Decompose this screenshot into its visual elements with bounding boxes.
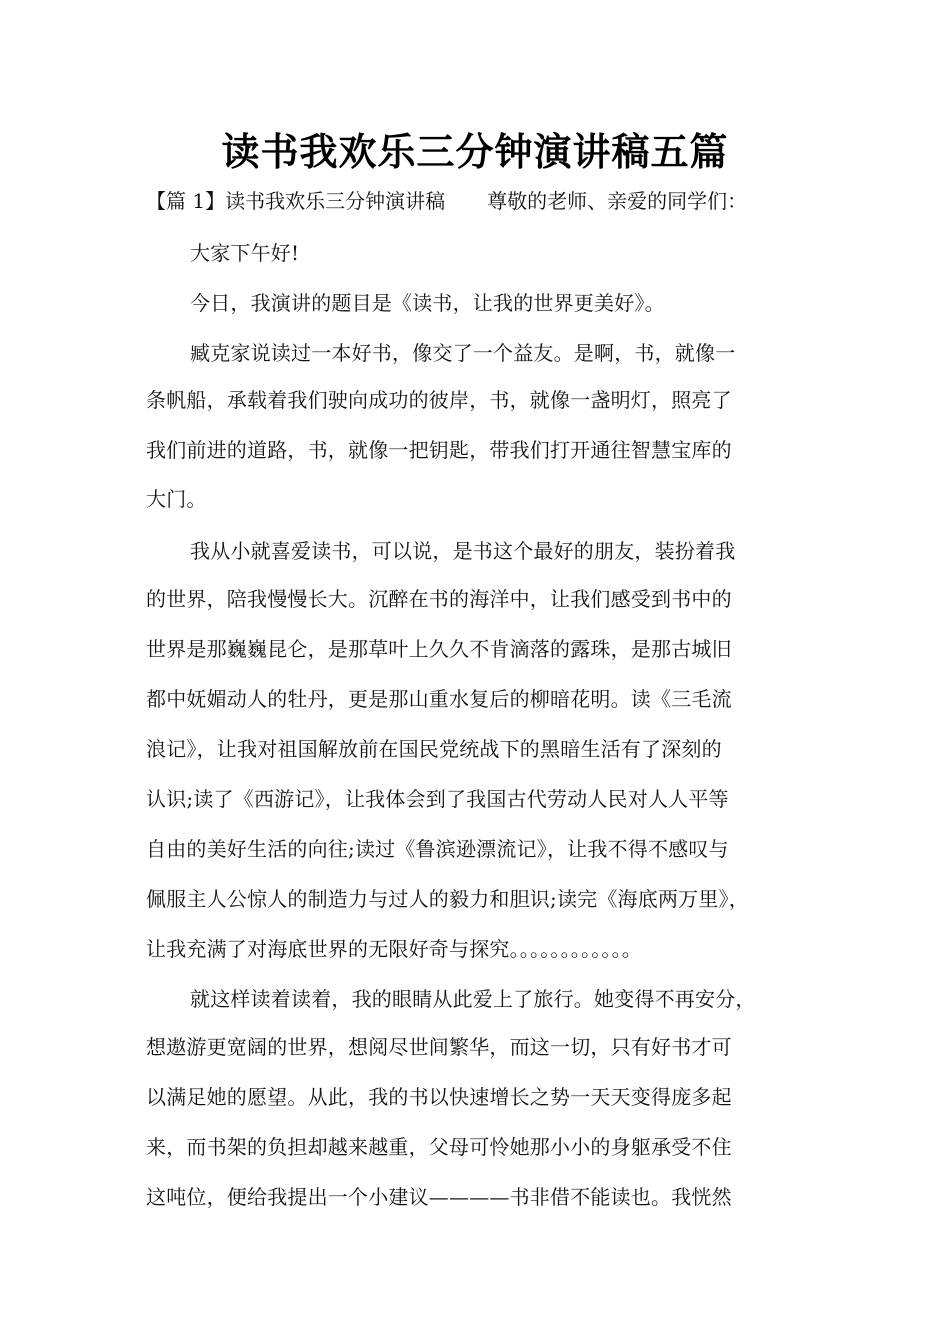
body-line: 都中妩媚动人的牡丹，更是那山重水复后的柳暗花明。读《三毛流 (146, 687, 732, 711)
body-line: 来，而书架的负担却越来越重，父母可怜她那小小的身躯承受不住 (146, 1135, 732, 1159)
body-line: 臧克家说读过一本好书，像交了一个益友。是啊，书，就像一 (190, 341, 736, 365)
body-line: 想遨游更宽阔的世界，想阅尽世间繁华，而这一切，只有好书才可 (146, 1035, 732, 1059)
body-line: 我们前进的道路，书，就像一把钥匙，带我们打开通往智慧宝库的 (146, 438, 732, 462)
section-header-line (146, 186, 846, 216)
body-line: 大家下午好! (190, 241, 300, 265)
body-line: 的世界，陪我慢慢长大。沉醉在书的海洋中，让我们感受到书中的 (146, 587, 732, 611)
body-line: 今日，我演讲的题目是《读书，让我的世界更美好》。 (190, 291, 665, 315)
section-label: 【篇 1】读书我欢乐三分钟演讲稿 (146, 189, 446, 213)
body-line: 佩服主人公惊人的制造力与过人的毅力和胆识;读完《海底两万里》， (146, 887, 749, 911)
body-line: 就这样读着读着，我的眼睛从此爱上了旅行。她变得不再安分， (190, 987, 756, 1011)
body-line: 自由的美好生活的向往;读过《鲁滨逊漂流记》，让我不得不感叹与 (146, 837, 729, 861)
document-title: 读书我欢乐三分钟演讲稿五篇 (221, 129, 729, 174)
body-line: 以满足她的愿望。从此，我的书以快速增长之势一天天变得庞多起 (146, 1085, 732, 1109)
body-line: 条帆船，承载着我们驶向成功的彼岸，书，就像一盏明灯，照亮了 (146, 388, 732, 412)
body-line: 这吨位，便给我提出一个小建议————书非借不能读也。我恍然 (146, 1185, 732, 1209)
body-line: 浪记》，让我对祖国解放前在国民党统战下的黑暗生活有了深刻的 (146, 737, 722, 761)
body-line: 世界是那巍巍昆仑，是那草叶上久久不肯滴落的露珠，是那古城旧 (146, 637, 732, 661)
body-line: 大门。 (146, 487, 207, 511)
body-line: 让我充满了对海底世界的无限好奇与探究。。。。。。。。。。。。 (146, 937, 642, 961)
body-line: 我从小就喜爱读书，可以说，是书这个最好的朋友，装扮着我 (190, 539, 736, 563)
body-line: 认识;读了《西游记》，让我体会到了我国古代劳动人民对人人平等 (146, 787, 729, 811)
salutation: 尊敬的老师、亲爱的同学们： (487, 189, 748, 213)
